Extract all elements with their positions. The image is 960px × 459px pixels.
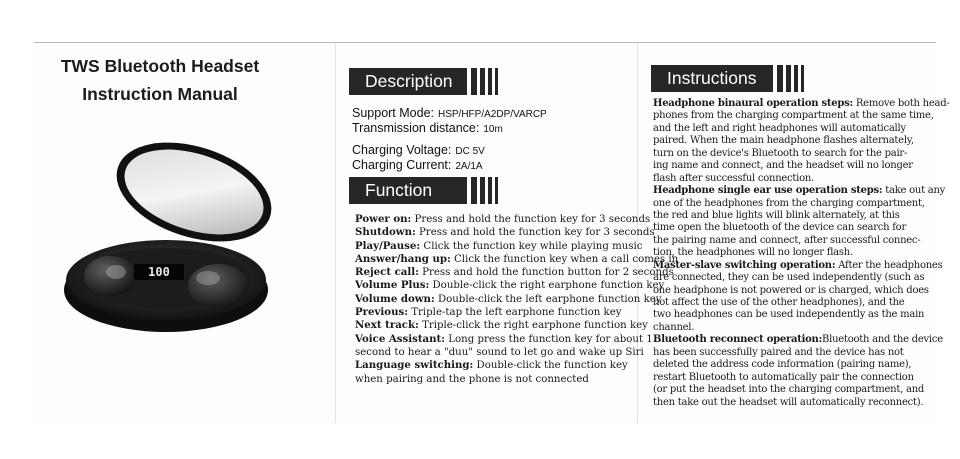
instruction-line: Headphone binaural operation steps: Remove both head- bbox=[653, 98, 950, 109]
function-line: Language switching: Double-click the function key bbox=[355, 359, 628, 372]
function-header bbox=[349, 177, 499, 204]
instructions-title: Instructions bbox=[651, 65, 773, 92]
instruction-line: turn on the device's Bluetooth to search for the pair- bbox=[653, 147, 908, 159]
spec-label: Support Mode: bbox=[352, 106, 434, 120]
description-header bbox=[349, 68, 499, 95]
instruction-line: flash after successful connection. bbox=[653, 172, 815, 184]
spec-label: Charging Current: bbox=[352, 158, 452, 172]
instruction-line: tion, the headphones will no longer flash. bbox=[653, 247, 853, 259]
earbuds-charging-case-image bbox=[58, 130, 278, 340]
function-line: Play/Pause: Click the function key while playing music bbox=[355, 239, 643, 252]
instruction-line: not affect the use of the other headphones), and the bbox=[653, 297, 905, 308]
instruction-line: time open the bluetooth of the device can search for bbox=[653, 222, 906, 234]
function-line: when pairing and the phone is not connected bbox=[355, 373, 589, 385]
instruction-line: Bluetooth reconnect operation:Bluetooth and the device bbox=[653, 334, 943, 346]
title-line-2: Instruction Manual bbox=[82, 84, 238, 104]
instruction-line: Headphone single ear use operation steps: take out any bbox=[653, 185, 946, 197]
instruction-line: restart Bluetooth to automatically pair the connection bbox=[653, 371, 914, 383]
function-line: Answer/hang up: Click the function key when a call comes in bbox=[355, 252, 679, 265]
manual-title bbox=[40, 52, 280, 108]
instruction-line: ing name and connect, and the headset will no longer bbox=[653, 160, 913, 172]
instructions-text bbox=[653, 98, 950, 409]
instruction-line: one headphone is not powered or is charged, which does bbox=[653, 284, 929, 296]
instruction-line: are connected, they can be used independently (such as bbox=[653, 272, 925, 284]
instruction-line: then take out the headset will automatically reconnect). bbox=[653, 396, 924, 408]
spec-row bbox=[352, 156, 612, 171]
spec-value: HSP/HFP/A2DP/VARCP bbox=[438, 109, 547, 120]
instruction-line: the pairing name and connect, after successful connec- bbox=[653, 234, 921, 246]
spec-row bbox=[352, 141, 612, 156]
battery-display-digits: 100 bbox=[148, 265, 170, 279]
left-earbud bbox=[84, 256, 136, 296]
instruction-line: Master-slave switching operation: After the headphones bbox=[653, 259, 943, 271]
case-lid bbox=[104, 130, 278, 260]
instruction-line: channel. bbox=[653, 321, 695, 333]
title-line-1: TWS Bluetooth Headset bbox=[60, 56, 260, 76]
instructions-header bbox=[651, 65, 811, 92]
spec-row bbox=[352, 104, 612, 119]
function-line: Next track: Triple-click the right earphone function key bbox=[355, 319, 648, 332]
spec-value: 2A/1A bbox=[455, 161, 483, 172]
description-title: Description bbox=[349, 68, 467, 95]
instruction-line: has been successfully paired and the device has not bbox=[653, 346, 904, 358]
instruction-line: and the left and right headphones will automatically bbox=[653, 122, 906, 134]
description-section bbox=[352, 104, 612, 171]
spec-label: Transmission distance: bbox=[352, 121, 480, 135]
battery-display bbox=[134, 264, 184, 280]
function-line: Volume down: Double-click the left earphone function key bbox=[355, 292, 662, 305]
function-title: Function bbox=[349, 177, 467, 204]
instruction-line: phones from the charging compartment at the same time, bbox=[653, 110, 934, 122]
function-line: Shutdown: Press and hold the function key for 3 seconds bbox=[355, 226, 655, 239]
function-line: Reject call: Press and hold the function button for 2 seconds bbox=[355, 266, 674, 279]
instruction-line: two headphones can be used independently as the main bbox=[653, 309, 925, 321]
instruction-line: deleted the address code information (pairing name), bbox=[653, 359, 912, 371]
fold-line bbox=[335, 43, 336, 423]
function-line: Volume Plus: Double-click the right earphone function key bbox=[355, 279, 665, 292]
right-earbud bbox=[188, 264, 248, 308]
instruction-line: (or put the headset into the charging compartment, and bbox=[653, 384, 925, 396]
spec-row bbox=[352, 119, 612, 134]
instruction-line: one of the headphones from the charging compartment, bbox=[653, 197, 925, 209]
spec-value: 10m bbox=[483, 124, 503, 135]
function-line: second to hear a "duu" sound to let go and wake up Siri bbox=[355, 346, 644, 358]
function-line: Previous: Triple-tap the left earphone function key bbox=[355, 306, 622, 319]
instruction-line: the red and blue lights will blink alternately, at this bbox=[653, 209, 900, 221]
instruction-line: paired. When the main headphone flashes alternately, bbox=[653, 135, 914, 147]
function-line: Voice Assistant: Long press the function key for about 1 bbox=[355, 332, 653, 345]
function-line: Power on: Press and hold the function key for 3 seconds bbox=[355, 213, 651, 225]
spec-value: DC 5V bbox=[455, 146, 485, 157]
spec-label: Charging Voltage: bbox=[352, 143, 452, 157]
